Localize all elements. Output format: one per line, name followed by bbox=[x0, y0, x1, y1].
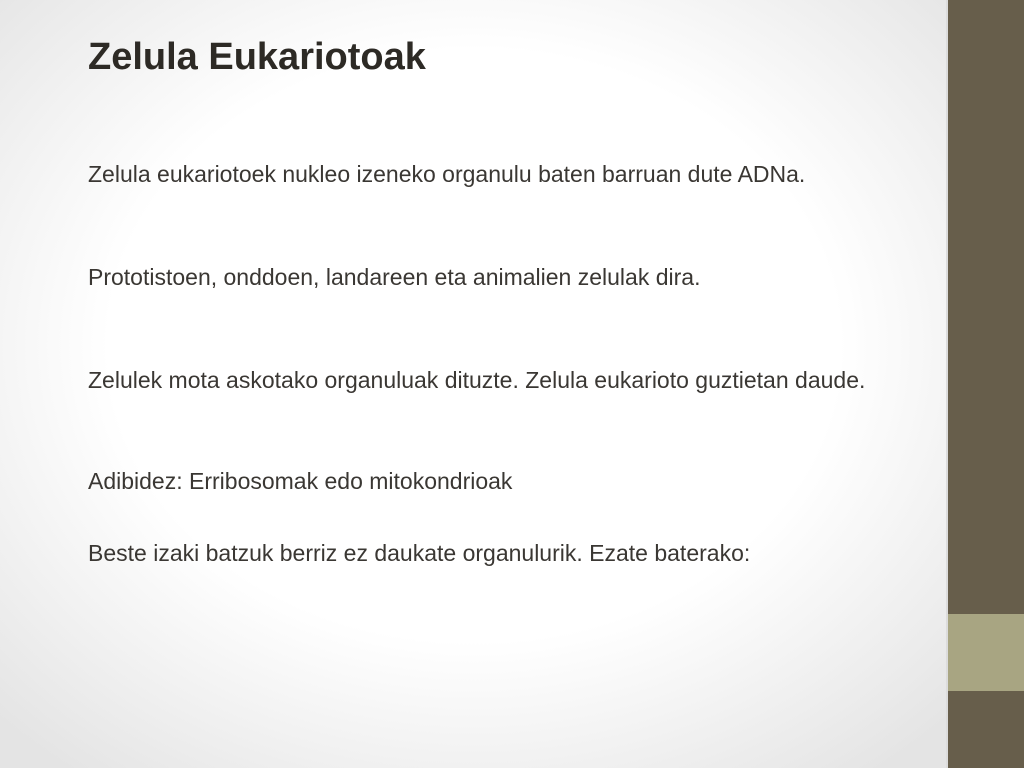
sidebar-accent-block bbox=[948, 614, 1024, 691]
slide-title: Zelula Eukariotoak bbox=[88, 36, 426, 78]
paragraph-kingdoms: Prototistoen, onddoen, landareen eta animalien zelulak dira. bbox=[88, 264, 701, 290]
paragraph-organelles: Zelulek mota askotako organuluak dituzte. Zelula eukarioto guztietan daude. bbox=[88, 367, 866, 393]
paragraph-example: Adibidez: Erribosomak edo mitokondrioak bbox=[88, 468, 513, 494]
paragraph-other-organisms: Beste izaki batzuk berriz ez daukate organulurik. Ezate baterako: bbox=[88, 540, 751, 566]
paragraph-nucleus: Zelula eukariotoek nukleo izeneko organulu baten barruan dute ADNa. bbox=[88, 161, 806, 187]
